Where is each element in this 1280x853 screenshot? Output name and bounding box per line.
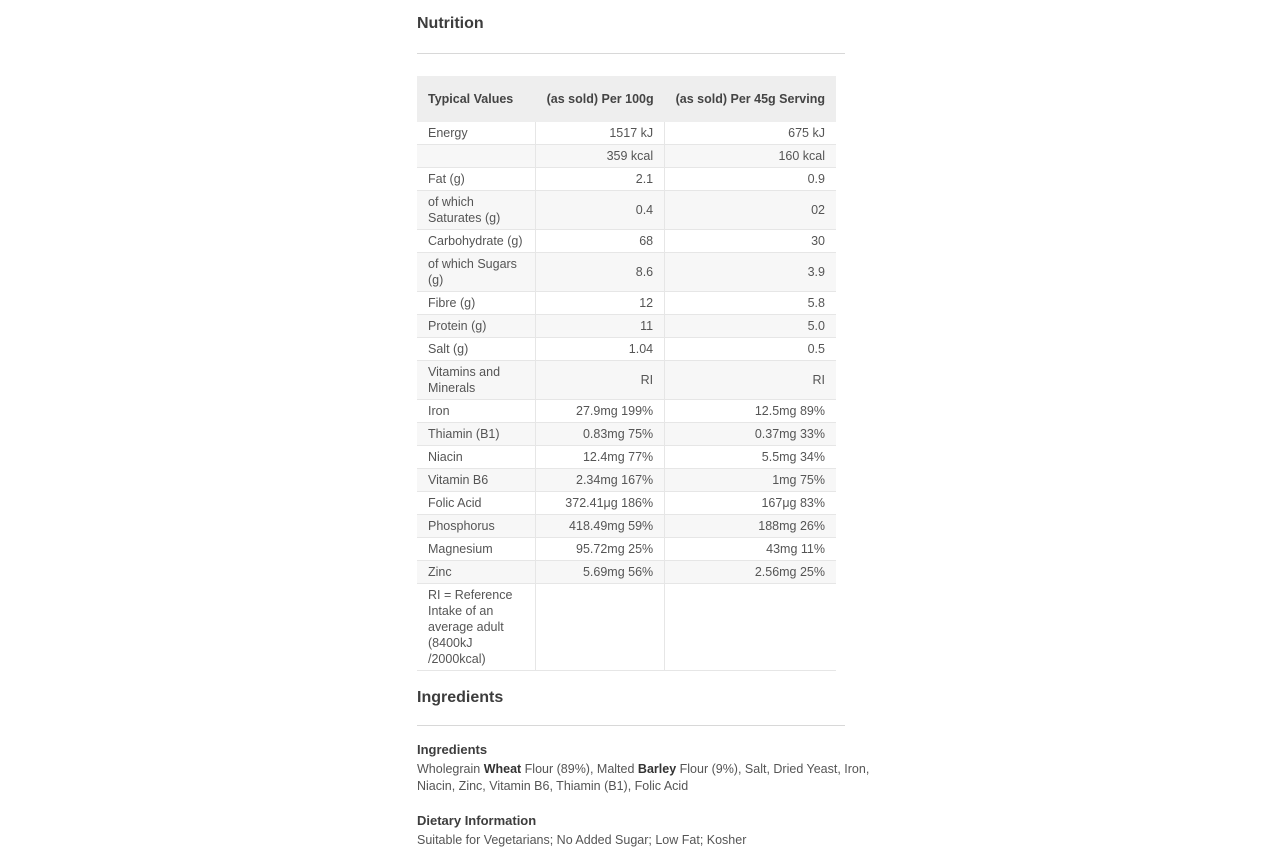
per-100g-cell: 11 [536, 315, 665, 338]
per-100g-cell: 1517 kJ [536, 122, 665, 145]
header-per-100g: (as sold) Per 100g [536, 76, 665, 122]
per-serving-cell: 1mg 75% [665, 469, 836, 492]
nutrient-name-cell: RI = Reference Intake of an average adult (8400kJ /2000kcal) [417, 584, 536, 671]
per-serving-cell: 43mg 11% [665, 538, 836, 561]
nutrient-name-cell: of which Saturates (g) [417, 191, 536, 230]
table-row [417, 515, 836, 538]
per-serving-cell: 0.9 [665, 168, 836, 191]
nutrient-name-cell: of which Sugars (g) [417, 253, 536, 292]
per-serving-cell: 02 [665, 191, 836, 230]
table-row [417, 292, 836, 315]
header-per-serving: (as sold) Per 45g Serving [665, 76, 836, 122]
nutrient-name-cell: Thiamin (B1) [417, 423, 536, 446]
per-100g-cell: 359 kcal [536, 145, 665, 168]
per-serving-cell: 5.8 [665, 292, 836, 315]
per-100g-cell: 5.69mg 56% [536, 561, 665, 584]
per-100g-cell: 27.9mg 199% [536, 400, 665, 423]
table-row [417, 492, 836, 515]
nutrient-name-cell: Fat (g) [417, 168, 536, 191]
nutrient-name-cell: Iron [417, 400, 536, 423]
nutrition-table-header [417, 76, 836, 122]
per-serving-cell: 12.5mg 89% [665, 400, 836, 423]
per-100g-cell: 2.1 [536, 168, 665, 191]
per-serving-cell: 167μg 83% [665, 492, 836, 515]
nutrient-name-cell [417, 145, 536, 168]
per-100g-cell: 12.4mg 77% [536, 446, 665, 469]
nutrient-name-cell: Energy [417, 122, 536, 145]
nutrient-name-cell: Phosphorus [417, 515, 536, 538]
ingredients-text-part: Flour (9%), Salt, Dried Yeast, Iron, Niacin, Zinc, Vitamin B6, Thiamin (B1), Folic Acid [417, 762, 870, 793]
table-row [417, 145, 836, 168]
table-row [417, 561, 836, 584]
nutrient-name-cell: Niacin [417, 446, 536, 469]
per-100g-cell: 8.6 [536, 253, 665, 292]
per-serving-cell: 0.5 [665, 338, 836, 361]
table-row [417, 168, 836, 191]
dietary-text: Suitable for Vegetarians; No Added Sugar; Low Fat; Kosher [417, 833, 747, 847]
dietary-heading: Dietary Information [417, 813, 537, 828]
per-100g-cell: 0.4 [536, 191, 665, 230]
dietary-section [417, 813, 877, 849]
table-row [417, 315, 836, 338]
table-row [417, 122, 836, 145]
per-100g-cell: 2.34mg 167% [536, 469, 665, 492]
ingredients-text [417, 761, 877, 795]
per-serving-cell: 3.9 [665, 253, 836, 292]
per-100g-cell: 68 [536, 230, 665, 253]
per-serving-cell: 160 kcal [665, 145, 836, 168]
ingredients-text-part: Flour (89%), Malted [521, 762, 638, 776]
per-100g-cell: RI [536, 361, 665, 400]
ingredients-heading: Ingredients [417, 689, 504, 706]
per-serving-cell: 188mg 26% [665, 515, 836, 538]
per-serving-cell: 30 [665, 230, 836, 253]
table-row [417, 423, 836, 446]
ingredients-text-part: Wholegrain [417, 762, 484, 776]
ingredients-subheading: Ingredients [417, 742, 488, 757]
nutrient-name-cell: Vitamins and Minerals [417, 361, 536, 400]
nutrient-name-cell: Carbohydrate (g) [417, 230, 536, 253]
allergen-barley: Barley [637, 762, 677, 776]
table-row [417, 584, 836, 671]
nutrition-divider [417, 53, 845, 54]
nutrient-name-cell: Vitamin B6 [417, 469, 536, 492]
per-serving-cell: 675 kJ [665, 122, 836, 145]
table-row [417, 230, 836, 253]
table-row [417, 338, 836, 361]
per-100g-cell: 95.72mg 25% [536, 538, 665, 561]
per-serving-cell: 5.0 [665, 315, 836, 338]
table-row [417, 400, 836, 423]
nutrition-table-body [417, 122, 836, 671]
nutrient-name-cell: Zinc [417, 561, 536, 584]
per-100g-cell: 1.04 [536, 338, 665, 361]
per-serving-cell: RI [665, 361, 836, 400]
table-row [417, 469, 836, 492]
nutrient-name-cell: Salt (g) [417, 338, 536, 361]
nutrition-table [417, 76, 836, 671]
per-serving-cell: 5.5mg 34% [665, 446, 836, 469]
per-serving-cell: 2.56mg 25% [665, 561, 836, 584]
table-row [417, 253, 836, 292]
per-serving-cell: 0.37mg 33% [665, 423, 836, 446]
per-100g-cell: 12 [536, 292, 665, 315]
table-row [417, 446, 836, 469]
per-serving-cell [665, 584, 836, 671]
ingredients-section [417, 742, 877, 795]
nutrient-name-cell: Magnesium [417, 538, 536, 561]
per-100g-cell [536, 584, 665, 671]
nutrient-name-cell: Fibre (g) [417, 292, 536, 315]
per-100g-cell: 372.41μg 186% [536, 492, 665, 515]
nutrition-heading: Nutrition [417, 15, 484, 32]
allergen-wheat: Wheat [483, 762, 522, 776]
nutrient-name-cell: Protein (g) [417, 315, 536, 338]
per-100g-cell: 0.83mg 75% [536, 423, 665, 446]
table-row [417, 191, 836, 230]
per-100g-cell: 418.49mg 59% [536, 515, 665, 538]
ingredients-divider [417, 725, 845, 726]
nutrient-name-cell: Folic Acid [417, 492, 536, 515]
table-row [417, 361, 836, 400]
table-row [417, 538, 836, 561]
header-typical-values: Typical Values [417, 76, 536, 122]
